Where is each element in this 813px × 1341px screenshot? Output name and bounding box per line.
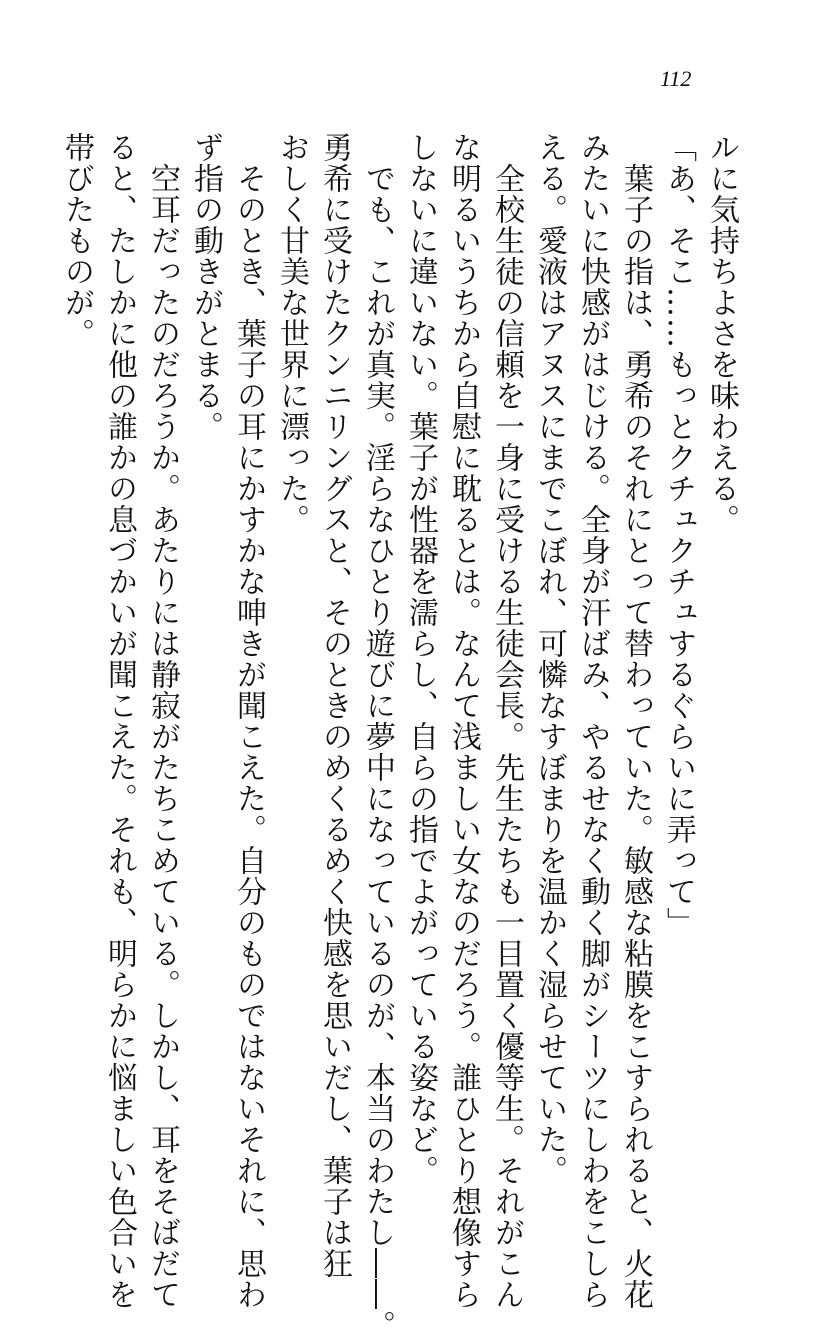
text-line: 空耳だったのだろうか。あたりには静寂がたちこめている。しかし、耳をそばだて (145, 132, 180, 1310)
text-line: ルに気持ちよさを味わえる。 (704, 132, 739, 535)
text-line: しないに違いない。葉子が性器を濡らし、自らの指でよがっている姿など。 (403, 132, 438, 1186)
text-line: 「あ、そこ……もっとクチュクチュするぐらいに弄って」 (661, 132, 696, 938)
text-line: な明るいうちから自慰に耽るとは。なんて浅ましい女なのだろう。誰ひとり想像すら (446, 132, 481, 1310)
text-line: 勇希に受けたクンニリングスと、そのときのめくるめく快感を思いだし、葉子は狂 (317, 132, 352, 1279)
text-line: でも、これが真実。淫らなひとり遊びに夢中になっているのが、本当のわたし――。 (360, 132, 395, 1341)
text-line: みたいに快感がはじける。全身が汗ばみ、やるせなく動く脚がシーツにしわをこしら (575, 132, 610, 1310)
text-line: おしく甘美な世界に漂った。 (274, 132, 309, 535)
text-line: 帯びたものが。 (59, 132, 94, 349)
text-line: える。愛液はアヌスにまでこぼれ、可憐なすぼまりを温かく湿らせていた。 (532, 132, 567, 1186)
text-line: そのとき、葉子の耳にかすかな呻きが聞こえた。自分のものではないそれに、思わ (231, 132, 266, 1310)
body-text (59, 132, 743, 1341)
text-line: 全校生徒の信頼を一身に受ける生徒会長。先生たちも一目置く優等生。それがこん (489, 132, 524, 1310)
text-line: 葉子の指は、勇希のそれにとって替わっていた。敏感な粘膜をこすられると、火花 (618, 132, 653, 1310)
text-line: ると、たしかに他の誰かの息づかいが聞こえた。それも、明らかに悩ましい色合いを (102, 132, 137, 1310)
page-number: 112 (660, 66, 692, 91)
text-line: ず指の動きがとまる。 (188, 132, 223, 442)
